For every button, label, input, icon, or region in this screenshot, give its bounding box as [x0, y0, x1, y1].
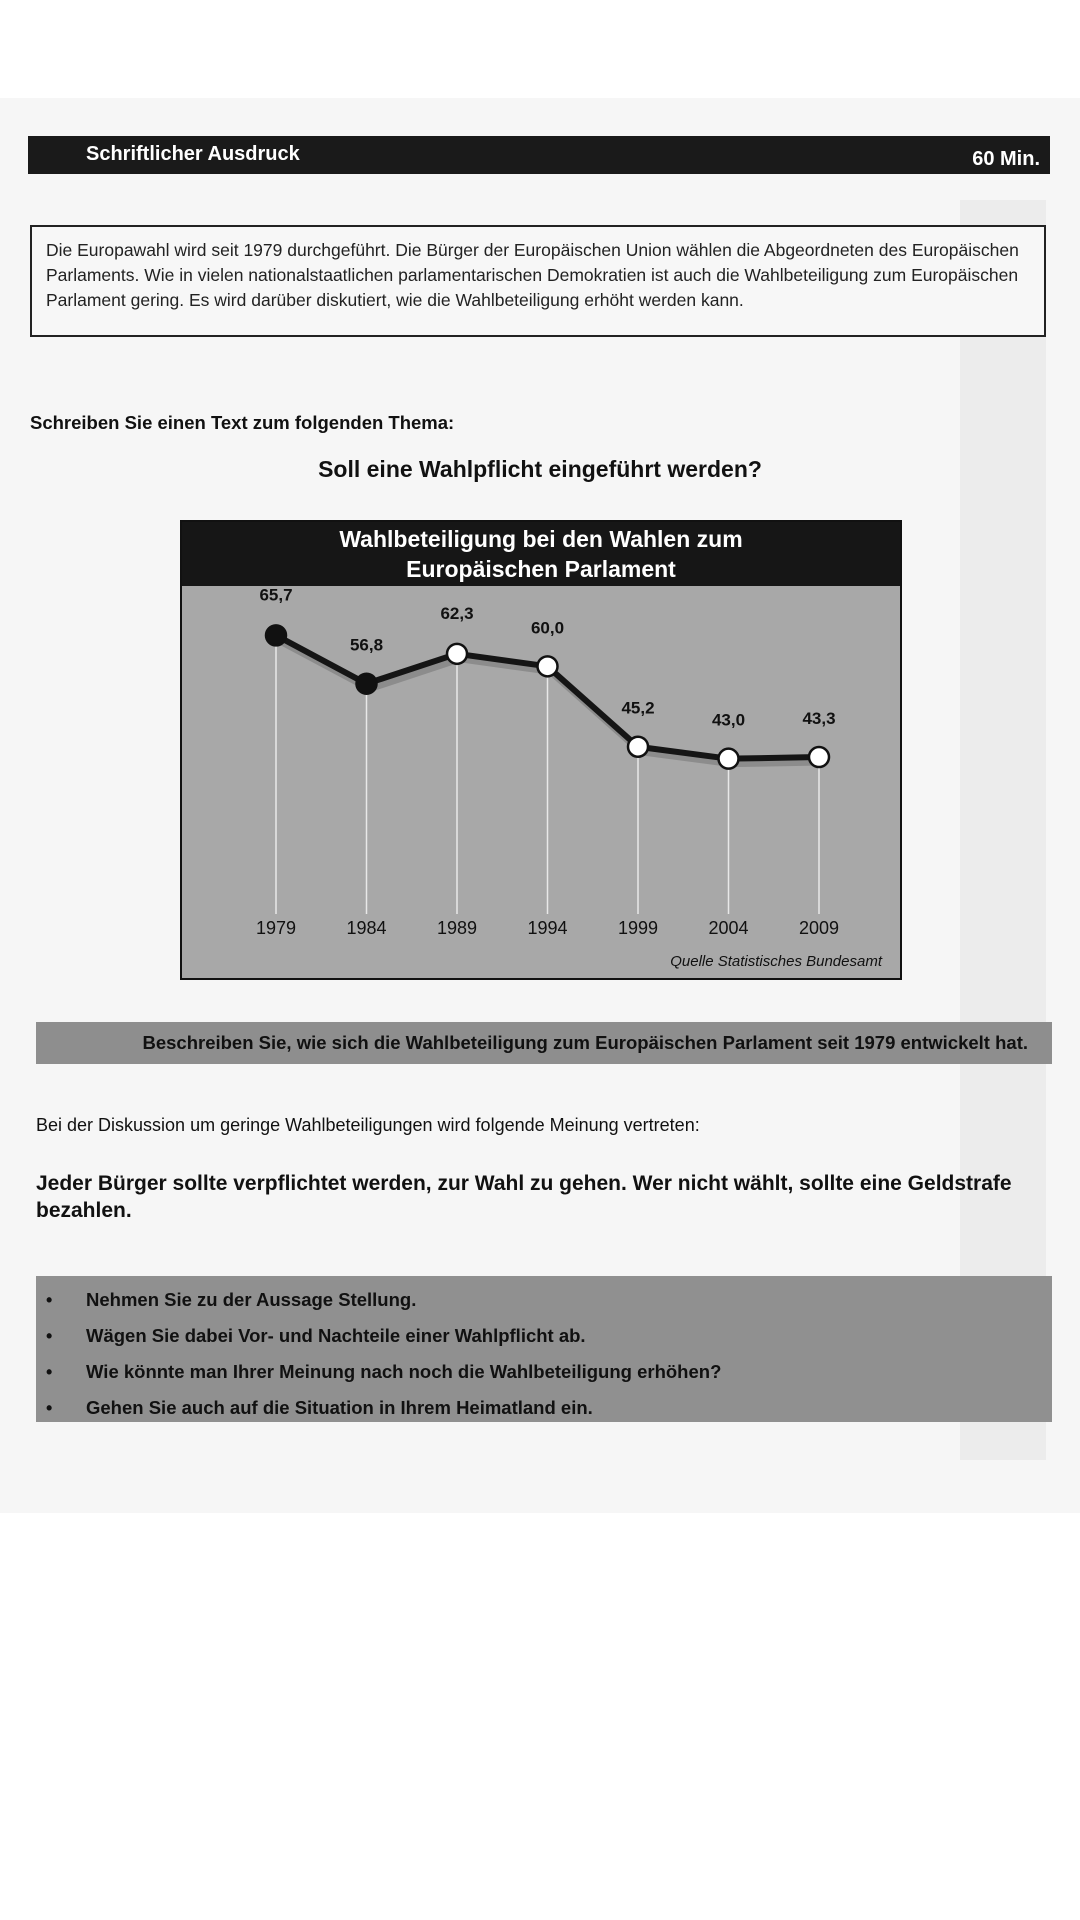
- data-label: 60,0: [530, 618, 565, 638]
- chart-source: Quelle Statistisches Bundesamt: [670, 953, 882, 970]
- x-tick-label: 1984: [346, 918, 387, 938]
- x-tick-label: 1994: [527, 918, 568, 938]
- data-point: [538, 656, 558, 676]
- data-point: [719, 749, 739, 769]
- bullet-item: • Wie könnte man Ihrer Meinung nach noch die Wahlbeteiligung erhöhen?: [36, 1354, 1052, 1390]
- data-point: [809, 747, 829, 767]
- time-limit: 60 Min.: [972, 148, 1040, 170]
- task-bullets: [36, 1276, 1052, 1422]
- data-point: [447, 644, 467, 664]
- data-point: [628, 737, 648, 757]
- chart-title-line-1: Wahlbeteiligung bei den Wahlen zum: [339, 526, 743, 552]
- discussion-text: Bei der Diskussion um geringe Wahlbeteiligungen wird folgende Meinung vertreten:: [36, 1115, 700, 1135]
- bullet-item: • Wägen Sie dabei Vor- und Nachteile einer Wahlpflicht ab.: [36, 1318, 1052, 1354]
- data-point: [357, 674, 377, 694]
- intro-text-box: Die Europawahl wird seit 1979 durchgeführt. Die Bürger der Europäischen Union wählen die Abgeordneten des Europäischen Parlaments. Wie in vielen nationalstaatlichen parlamentarischen Demokratien ist auch die Wahlbeteiligung zum Europäischen Parlament gering. Es wird darüber diskutiert, wie die Wahlbeteiligung erhöht werden kann.: [30, 225, 1046, 337]
- data-label: 43,0: [711, 710, 746, 730]
- x-tick-label: 2004: [708, 918, 749, 938]
- x-tick-label: 1989: [436, 918, 478, 938]
- task-instruction: Beschreiben Sie, wie sich die Wahlbeteiligung zum Europäischen Parlament seit 1979 entwickelt hat.: [36, 1022, 1052, 1064]
- background-shadow: [960, 200, 1046, 1460]
- x-tick-label: 2009: [798, 918, 840, 938]
- section-title: Schriftlicher Ausdruck: [86, 143, 300, 165]
- x-tick-label: 1999: [617, 918, 659, 938]
- bullet-item: • Gehen Sie auch auf die Situation in Ihrem Heimatland ein.: [36, 1390, 1052, 1426]
- x-tick-label: 1979: [255, 918, 297, 938]
- data-label: 43,3: [802, 709, 836, 729]
- data-label: 65,7: [259, 585, 293, 605]
- data-label: 62,3: [440, 603, 474, 623]
- turnout-chart: [180, 520, 902, 980]
- bullet-item: • Nehmen Sie zu der Aussage Stellung.: [36, 1282, 1052, 1318]
- prompt-label: Schreiben Sie einen Text zum folgenden Thema:: [30, 412, 455, 433]
- data-label: 45,2: [621, 698, 655, 718]
- section-header: [28, 136, 1050, 174]
- data-label: 56,8: [349, 635, 384, 655]
- chart-title-line-2: Europäischen Parlament: [406, 556, 676, 582]
- data-point: [266, 625, 286, 645]
- topic-title: Soll eine Wahlpflicht eingeführt werden?: [318, 456, 762, 482]
- opinion-statement: Jeder Bürger sollte verpflichtet werden, zur Wahl zu gehen. Wer nicht wählt, sollte eine Geldstrafe bezahlen.: [36, 1172, 1012, 1222]
- chart-plot: [182, 522, 900, 978]
